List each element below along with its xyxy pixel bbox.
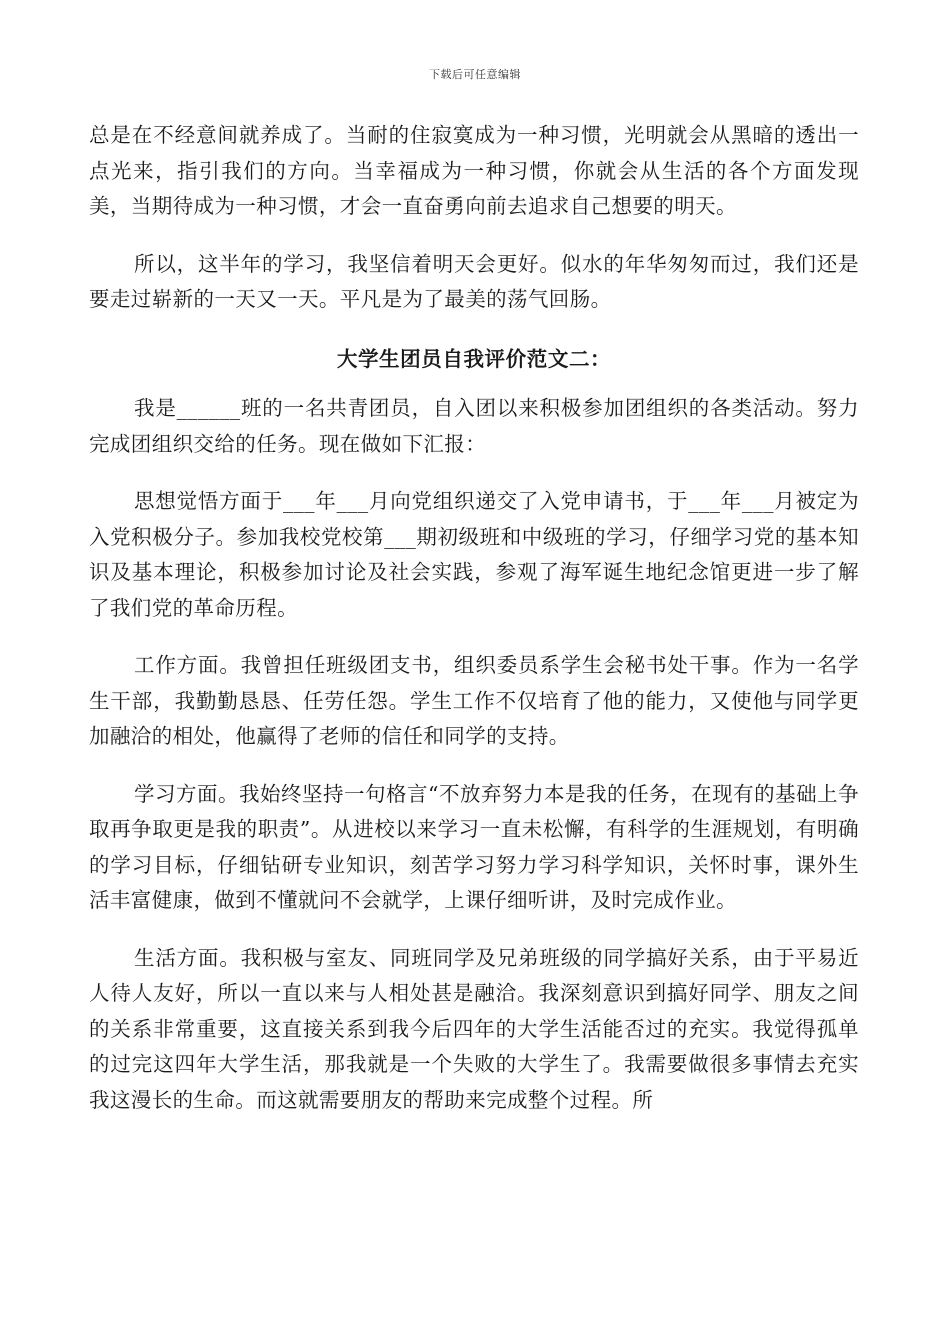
- paragraph-intro: 我是______班的一名共青团员，自入团以来积极参加团组织的各类活动。努力完成团组织交给的任务。现在做如下汇报：: [89, 396, 859, 456]
- page-header-note: 下载后可任意编辑: [429, 68, 521, 81]
- paragraph-work: 工作方面。我曾担任班级团支书，组织委员系学生会秘书处干事。作为一名学生干部，我勤勤恳恳、任劳任怨。学生工作不仅培育了他的能力，又使他与同学更加融洽的相处，他赢得了老师的信任和同学的支持。: [89, 653, 859, 748]
- paragraph-ideology: 思想觉悟方面于___年___月向党组织递交了入党申请书，于___年___月被定为入党积极分子。参加我校党校第___期初级班和中级班的学习，仔细学习党的基本知识及基本理论，积极参加讨论及社会实践，参观了海军诞生地纪念馆更进一步了解了我们党的革命历程。: [89, 489, 859, 620]
- paragraph-life: 生活方面。我积极与室友、同班同学及兄弟班级的同学搞好关系，由于平易近人待人友好，所以一直以来与人相处甚是融洽。我深刻意识到搞好同学、朋友之间的关系非常重要，这直接关系到我今后四年的大学生活能否过的充实。我觉得孤单的过完这四年大学生活，那我就是一个失败的大学生了。我需要做很多事情去充实我这漫长的生命。而这就需要朋友的帮助来完成整个过程。所: [89, 945, 859, 1112]
- document-body: [89, 118, 859, 1118]
- paragraph-conclusion: 所以，这半年的学习，我坚信着明天会更好。似水的年华匆匆而过，我们还是要走过崭新的一天又一天。平凡是为了最美的荡气回肠。: [89, 251, 859, 311]
- paragraph-study: 学习方面。我始终坚持一句格言“不放弃努力本是我的任务，在现有的基础上争取再争取更是我的职责”。从进校以来学习一直未松懈，有科学的生涯规划，有明确的学习目标，仔细钻研专业知识，刻苦学习努力学习科学知识，关怀时事，课外生活丰富健康，做到不懂就问不会就学，上课仔细听讲，及时完成作业。: [89, 781, 859, 912]
- paragraph-continuation: 总是在不经意间就养成了。当耐的住寂寞成为一种习惯，光明就会从黑暗的透出一点光来，指引我们的方向。当幸福成为一种习惯，你就会从生活的各个方面发现美，当期待成为一种习惯，才会一直奋勇向前去追求自己想要的明天。: [89, 123, 859, 218]
- section-heading: 大学生团员自我评价范文二：: [336, 346, 612, 371]
